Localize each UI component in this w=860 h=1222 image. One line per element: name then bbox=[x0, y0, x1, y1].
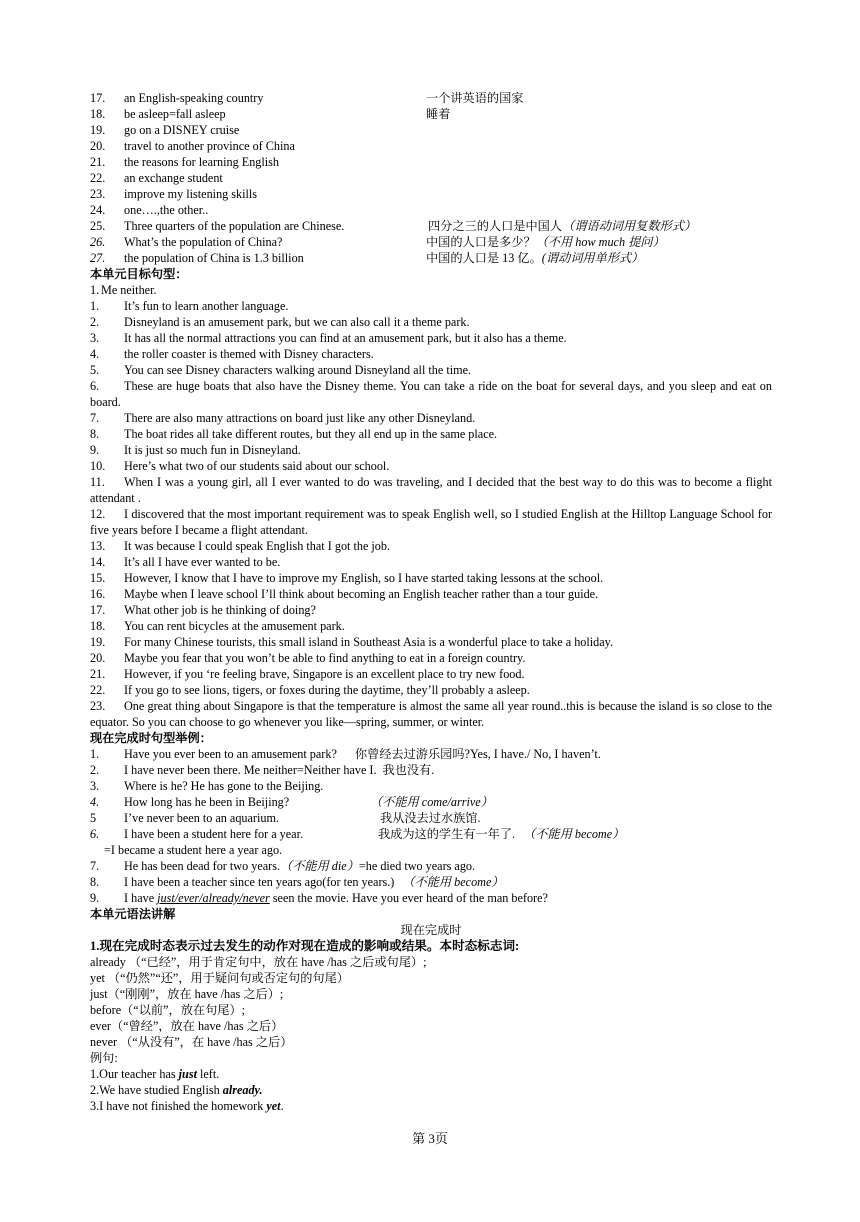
target-sentence bbox=[90, 554, 772, 570]
target-sentence bbox=[90, 586, 772, 602]
item-number: 21. bbox=[90, 155, 106, 169]
example-item: =I became a student here a year ago. bbox=[104, 843, 283, 857]
item-number: 27. bbox=[90, 251, 106, 265]
item-number: 4. bbox=[90, 347, 100, 361]
phrase-item bbox=[90, 90, 772, 106]
item-number: 15. bbox=[90, 571, 106, 585]
item-number: 1. bbox=[90, 747, 100, 761]
item-number: 6. bbox=[90, 379, 100, 393]
phrase-cn-group bbox=[428, 218, 696, 234]
phrase-en: travel to another province of China bbox=[124, 139, 295, 153]
example-text: 2.We have studied English bbox=[90, 1083, 223, 1097]
item-number: 18. bbox=[90, 107, 106, 121]
target-sentence bbox=[90, 506, 772, 538]
sentence-text: Me neither. bbox=[101, 283, 157, 297]
sentence-text: When I was a young girl, all I ever wanted to do was traveling, and I decided that the best way to do this was to become a flight attendant . bbox=[90, 475, 772, 505]
item-number: 11. bbox=[90, 475, 105, 489]
sentence-text: It’s all I have ever wanted to be. bbox=[124, 555, 281, 569]
item-number: 21. bbox=[90, 667, 106, 681]
section-title-present-perfect-examples: 现在完成时句型举例： bbox=[90, 731, 212, 745]
example-underlined: just/ever/already/never bbox=[157, 891, 270, 905]
example-en: I have bbox=[124, 891, 158, 905]
sentence-text: For many Chinese tourists, this small island in Southeast Asia is a wonderful place to take a holiday. bbox=[124, 635, 614, 649]
example-en: =he died two years ago. bbox=[358, 859, 476, 873]
phrase-cn: 一个讲英语的国家 bbox=[426, 91, 524, 105]
target-sentence bbox=[90, 458, 772, 474]
example-en: I have been a teacher since ten years ago(for ten years.) bbox=[124, 875, 395, 889]
target-sentence bbox=[90, 602, 772, 618]
item-number: 1. bbox=[90, 283, 100, 297]
example-item bbox=[90, 746, 772, 762]
grammar-rule: 1.现在完成时态表示过去发生的动作对现在造成的影响或结果。本时态标志词: bbox=[90, 939, 520, 953]
phrase-cn: 睡着 bbox=[426, 107, 451, 121]
phrase-cn: 中国的人口是多少？ bbox=[426, 235, 536, 249]
item-number: 1. bbox=[90, 299, 100, 313]
example-cn-group bbox=[378, 826, 624, 842]
marker-list bbox=[90, 954, 772, 1050]
item-number: 22. bbox=[90, 683, 106, 697]
item-number: 22. bbox=[90, 171, 106, 185]
example-en: I have been a student here for a year. bbox=[124, 827, 303, 841]
item-number: 10. bbox=[90, 459, 106, 473]
phrase-item bbox=[90, 122, 772, 138]
example-en: How long has he been in Beijing? bbox=[124, 795, 290, 809]
item-number: 8. bbox=[90, 427, 100, 441]
sentence-text: the roller coaster is themed with Disney characters. bbox=[124, 347, 374, 361]
sentence-text: Maybe you fear that you won’t be able to find anything to eat in a foreign country. bbox=[124, 651, 526, 665]
sentence-text: However, if you ‘re feeling brave, Singapore is an excellent place to try new food. bbox=[124, 667, 525, 681]
sentence-text: Here’s what two of our students said about our school. bbox=[124, 459, 390, 473]
phrase-en: an English-speaking country bbox=[124, 91, 264, 105]
target-sentence bbox=[90, 314, 772, 330]
phrase-en: one….,the other.. bbox=[124, 203, 209, 217]
sentence-text: You can rent bicycles at the amusement park. bbox=[124, 619, 345, 633]
item-number: 9. bbox=[90, 891, 100, 905]
sentence-text: It was because I could speak English that I got the job. bbox=[124, 539, 391, 553]
item-number: 7. bbox=[90, 859, 100, 873]
phrase-cn: 中国的人口是 13 亿。 bbox=[426, 251, 542, 265]
item-number: 23. bbox=[90, 699, 106, 713]
item-number: 3. bbox=[90, 779, 100, 793]
example-item bbox=[90, 762, 772, 778]
item-number: 17. bbox=[90, 603, 106, 617]
phrase-en: improve my listening skills bbox=[124, 187, 258, 201]
phrase-en: the population of China is 1.3 billion bbox=[124, 251, 304, 265]
item-number: 17. bbox=[90, 91, 106, 105]
item-number: 18. bbox=[90, 619, 106, 633]
sentence-text: One great thing about Singapore is that the temperature is almost the same all year round..this is because the island is so close to the equator. So you can choose to go whenever you like—spring, summer, or winter. bbox=[90, 699, 772, 729]
phrase-item bbox=[90, 234, 772, 250]
target-sentence bbox=[90, 474, 772, 506]
phrase-item bbox=[90, 154, 772, 170]
example-en: seen the movie. Have you ever heard of the man before? bbox=[269, 891, 548, 905]
example-emphasis: yet bbox=[266, 1099, 281, 1113]
phrase-en: the reasons for learning English bbox=[124, 155, 280, 169]
example-en: Where is he? He has gone to the Beijing. bbox=[124, 779, 324, 793]
phrase-en: What’s the population of China? bbox=[124, 235, 283, 249]
phrase-item bbox=[90, 218, 772, 234]
sentence-text: What other job is he thinking of doing? bbox=[124, 603, 316, 617]
phrase-list bbox=[90, 90, 772, 266]
example-cn: 你曾经去过游乐园吗?Yes, I have./ No, I haven’t. bbox=[354, 747, 601, 761]
phrase-item bbox=[90, 202, 772, 218]
target-sentence bbox=[90, 698, 772, 730]
example-note: （不能用 become） bbox=[402, 875, 504, 889]
item-number: 2. bbox=[90, 315, 100, 329]
item-number: 4. bbox=[90, 795, 100, 809]
item-number: 19. bbox=[90, 635, 106, 649]
item-number: 2. bbox=[90, 763, 100, 777]
item-number: 6. bbox=[90, 827, 100, 841]
phrase-cn: 四分之三的人口是中国人 bbox=[428, 219, 563, 233]
item-number: 9. bbox=[90, 443, 100, 457]
target-sentence bbox=[90, 346, 772, 362]
target-sentence bbox=[90, 282, 772, 298]
phrase-en: be asleep=fall asleep bbox=[124, 107, 226, 121]
phrase-cn-group bbox=[426, 250, 643, 266]
example-item bbox=[90, 874, 772, 890]
example-item bbox=[90, 810, 772, 826]
item-number: 20. bbox=[90, 651, 106, 665]
example-emphasis: already. bbox=[222, 1083, 263, 1097]
item-number: 8. bbox=[90, 875, 100, 889]
sentence-text: It’s fun to learn another language. bbox=[124, 299, 289, 313]
item-number: 20. bbox=[90, 139, 106, 153]
sentence-text: It is just so much fun in Disneyland. bbox=[124, 443, 301, 457]
target-sentence bbox=[90, 682, 772, 698]
target-sentence bbox=[90, 634, 772, 650]
grammar-topic-title: 现在完成时 bbox=[400, 923, 462, 937]
phrase-item bbox=[90, 106, 772, 122]
phrase-en: go on a DISNEY cruise bbox=[124, 123, 240, 137]
example-text: . bbox=[280, 1099, 284, 1113]
sentence-text: The boat rides all take different routes, but they all end up in the same place. bbox=[124, 427, 498, 441]
example-item bbox=[90, 826, 772, 842]
grammar-example bbox=[90, 1082, 772, 1098]
example-item bbox=[90, 778, 772, 794]
sentence-text: However, I know that I have to improve my English, so I have started taking lessons at the school. bbox=[124, 571, 604, 585]
example-en: I have never been there. Me neither=Neither have I. bbox=[124, 763, 377, 777]
example-text: left. bbox=[196, 1067, 220, 1081]
marker-item: ever（“曾经”，放在 have /has 之后） bbox=[90, 1019, 284, 1033]
example-cn: 我也没有. bbox=[382, 763, 435, 777]
item-number: 12. bbox=[90, 507, 106, 521]
example-note: （不能用 come/arrive） bbox=[370, 795, 493, 809]
target-sentence bbox=[90, 330, 772, 346]
grammar-example bbox=[90, 1066, 772, 1082]
example-note: （不能用 die） bbox=[280, 859, 359, 873]
example-en: Have you ever been to an amusement park? bbox=[124, 747, 337, 761]
marker-item: never （“从没有”，在 have /has 之后） bbox=[90, 1035, 293, 1049]
example-item bbox=[90, 858, 772, 874]
example-cn: 我成为这的学生有一年了. bbox=[378, 827, 516, 841]
sentence-text: It has all the normal attractions you can find at an amusement park, but it also has a theme. bbox=[124, 331, 567, 345]
marker-item: before（“以前”，放在句尾）; bbox=[90, 1003, 246, 1017]
phrase-note: （不用 how much 提问） bbox=[535, 235, 665, 249]
target-sentence bbox=[90, 650, 772, 666]
item-number: 16. bbox=[90, 587, 106, 601]
phrase-item bbox=[90, 186, 772, 202]
target-sentence bbox=[90, 666, 772, 682]
phrase-en: Three quarters of the population are Chinese. bbox=[124, 219, 345, 233]
phrase-item bbox=[90, 138, 772, 154]
example-en: I’ve never been to an aquarium. bbox=[124, 811, 279, 825]
example-emphasis: just bbox=[178, 1067, 197, 1081]
item-number: 26. bbox=[90, 235, 106, 249]
sentence-text: These are huge boats that also have the Disney theme. You can take a ride on the boat for several days, and you sleep and eat on board. bbox=[90, 379, 772, 409]
present-perfect-example-list bbox=[90, 746, 772, 906]
page-number: 第 3页 bbox=[412, 1131, 448, 1146]
item-number: 25. bbox=[90, 219, 106, 233]
item-number: 5. bbox=[90, 363, 100, 377]
phrase-item bbox=[90, 170, 772, 186]
item-number: 19. bbox=[90, 123, 106, 137]
target-sentence bbox=[90, 362, 772, 378]
item-number: 14. bbox=[90, 555, 106, 569]
example-item bbox=[90, 890, 772, 906]
phrase-cn-group bbox=[426, 234, 665, 250]
example-en: He has been dead for two years. bbox=[124, 859, 281, 873]
sentence-text: I discovered that the most important requirement was to speak English well, so I studied English at the Hilltop Language School for five years before I became a flight attendant. bbox=[90, 507, 772, 537]
target-sentence bbox=[90, 410, 772, 426]
example-cn: 我从没去过水族馆. bbox=[380, 811, 481, 825]
sentence-text: There are also many attractions on board just like any other Disneyland. bbox=[124, 411, 476, 425]
target-sentence bbox=[90, 426, 772, 442]
target-sentence bbox=[90, 298, 772, 314]
sentence-text: You can see Disney characters walking around Disneyland all the time. bbox=[124, 363, 472, 377]
item-number: 5 bbox=[90, 811, 97, 825]
target-sentence bbox=[90, 570, 772, 586]
target-sentence bbox=[90, 442, 772, 458]
example-text: 3.I have not finished the homework bbox=[90, 1099, 267, 1113]
item-number: 7. bbox=[90, 411, 100, 425]
example-text: 1.Our teacher has bbox=[90, 1067, 179, 1081]
phrase-item bbox=[90, 250, 772, 266]
example-label: 例句: bbox=[90, 1051, 118, 1065]
sentence-text: Maybe when I leave school I’ll think about becoming an English teacher rather than a tour guide. bbox=[124, 587, 599, 601]
target-sentence bbox=[90, 618, 772, 634]
target-sentence bbox=[90, 378, 772, 410]
item-number: 3. bbox=[90, 331, 100, 345]
example-note: （不能用 become） bbox=[523, 827, 625, 841]
section-title-target-sentences: 本单元目标句型： bbox=[90, 267, 188, 281]
marker-item: just（“刚刚”，放在 have /has 之后）; bbox=[90, 987, 284, 1001]
sentence-text: Disneyland is an amusement park, but we can also call it a theme park. bbox=[124, 315, 470, 329]
item-number: 23. bbox=[90, 187, 106, 201]
item-number: 24. bbox=[90, 203, 106, 217]
target-sentence bbox=[90, 538, 772, 554]
target-sentence-list bbox=[90, 282, 772, 730]
phrase-note: (谓动词用单形式） bbox=[541, 251, 644, 265]
sentence-text: If you go to see lions, tigers, or foxes during the daytime, they’ll probably a asleep. bbox=[124, 683, 530, 697]
phrase-note: （谓语动词用复数形式） bbox=[562, 219, 697, 233]
section-title-grammar: 本单元语法讲解 bbox=[90, 907, 176, 921]
phrase-en: an exchange student bbox=[124, 171, 223, 185]
marker-item: yet （“仍然”“还”，用于疑问句或否定句的句尾） bbox=[90, 971, 349, 985]
marker-item: already （“已经”，用于肯定句中，放在 have /has 之后或句尾）; bbox=[90, 955, 427, 969]
document-body bbox=[90, 90, 772, 1114]
item-number: 13. bbox=[90, 539, 106, 553]
grammar-example bbox=[90, 1098, 772, 1114]
example-item bbox=[90, 794, 772, 810]
